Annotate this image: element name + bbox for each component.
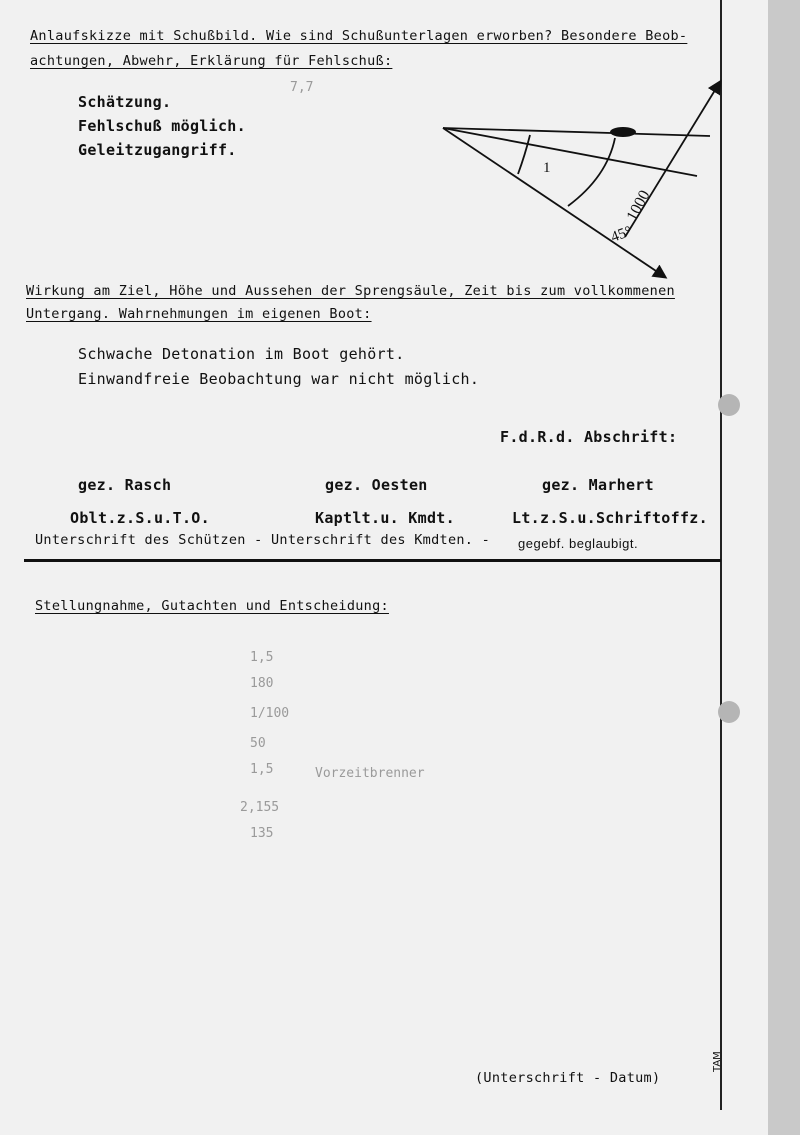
signature-name: gez. Marhert: [542, 476, 654, 494]
sketch-header-line2: achtungen, Abwehr, Erklärung für Fehlschuß:: [30, 53, 393, 69]
signature-rank: Lt.z.S.u.Schriftoffz.: [512, 509, 708, 527]
bleed-text: 50: [250, 736, 266, 751]
bleed-text: 135: [250, 826, 274, 841]
effect-header-line1: Wirkung am Ziel, Höhe und Aussehen der Sprengsäule, Zeit bis zum vollkommenen: [26, 283, 675, 299]
bleed-text: 1/100: [250, 706, 290, 721]
signature-rank: Oblt.z.S.u.T.O.: [70, 509, 210, 527]
certification-stamp: gegebf. beglaubigt.: [518, 536, 639, 551]
punch-hole: [718, 394, 740, 416]
footer-signature-date: (Unterschrift - Datum): [475, 1070, 661, 1086]
punch-hole: [718, 701, 740, 723]
bleed-text: Vorzeitbrenner: [315, 766, 425, 781]
note-line: Schätzung.: [78, 93, 172, 111]
signature-caption: Unterschrift des Schützen - Unterschrift des Kmdten. -: [35, 532, 491, 548]
note-line: Geleitzugangriff.: [78, 141, 237, 159]
effect-line: Schwache Detonation im Boot gehört.: [78, 345, 405, 363]
angle-arc-outer: [568, 138, 615, 206]
effect-header-line2: Untergang. Wahrnehmungen im eigenen Boot:: [26, 306, 372, 322]
margin-code: TAM: [712, 1051, 723, 1072]
bleed-text: 1,5: [250, 650, 274, 665]
bleed-text: 1,5: [250, 762, 274, 777]
binder-edge: [768, 0, 800, 1135]
effect-line: Einwandfreie Beobachtung war nicht möglich.: [78, 370, 480, 388]
attack-sketch: [435, 72, 735, 287]
signature-name: gez. Rasch: [78, 476, 172, 494]
angle-label: 45°: [608, 223, 635, 246]
signature-rank: Kaptlt.u. Kmdt.: [315, 509, 455, 527]
signature-name: gez. Oesten: [325, 476, 428, 494]
section-divider: [24, 559, 721, 562]
copy-note: F.d.R.d. Abschrift:: [500, 428, 678, 446]
angle-arc-inner: [518, 135, 530, 174]
sketch-header-line1: Anlaufskizze mit Schußbild. Wie sind Schußunterlagen erworben? Besondere Beob-: [30, 28, 688, 44]
arc-label: 1: [543, 160, 551, 176]
bleed-text: 7,7: [290, 80, 314, 95]
ship-icon: [610, 127, 636, 137]
opinion-header: Stellungnahme, Gutachten und Entscheidung:: [35, 598, 389, 614]
range-label: 1000: [623, 187, 654, 224]
bleed-text: 2,155: [240, 800, 280, 815]
bleed-text: 180: [250, 676, 274, 691]
note-line: Fehlschuß möglich.: [78, 117, 246, 135]
